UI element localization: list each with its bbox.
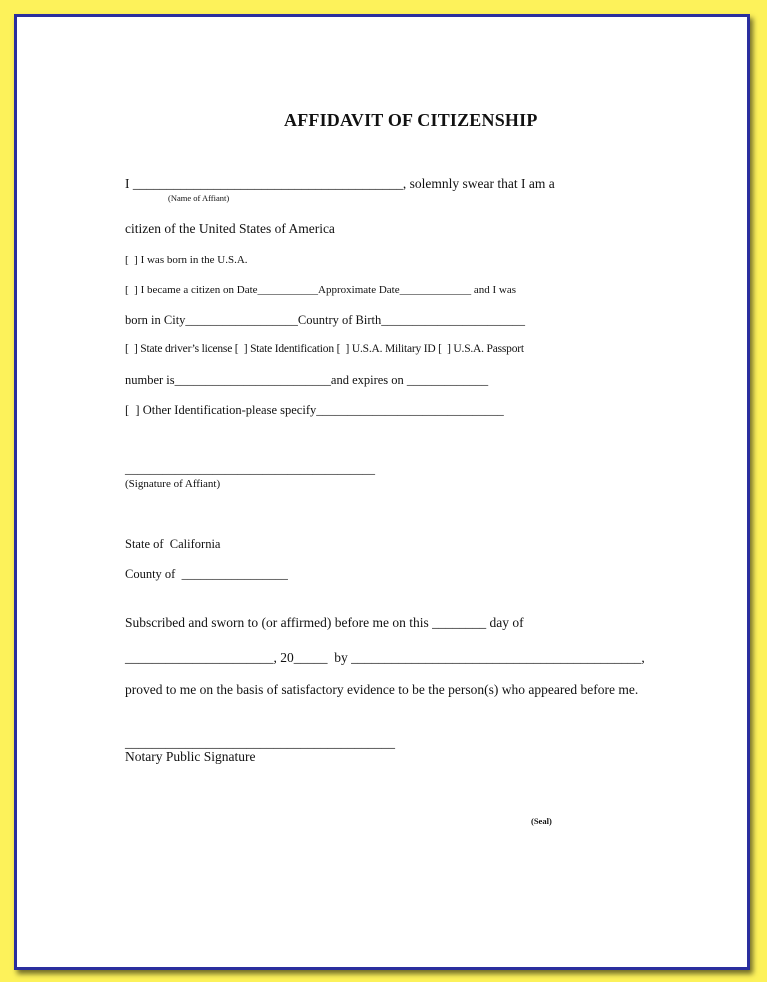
affidavit-page bbox=[14, 14, 750, 970]
citizen-line: citizen of the United States of America bbox=[125, 221, 335, 236]
born-in-usa-option: [ ] I was born in the U.S.A. bbox=[125, 254, 248, 266]
seal-label: (Seal) bbox=[531, 816, 552, 826]
born-in-city-line: born in City__________________Country of Birth_______________________ bbox=[125, 313, 525, 327]
date-and-by-line: ______________________, 20_____ by ___________________________________________, bbox=[125, 650, 645, 665]
subscribed-sworn-line: Subscribed and sworn to (or affirmed) before me on this ________ day of bbox=[125, 615, 524, 630]
identification-options: [ ] State driver’s license [ ] State Identification [ ] U.S.A. Military ID [ ] U.S.A. Passport bbox=[125, 343, 524, 355]
other-identification-option: [ ] Other Identification-please specify______________________________ bbox=[125, 403, 504, 417]
proved-evidence-line: proved to me on the basis of satisfactory evidence to be the person(s) who appeared before me. bbox=[125, 682, 639, 697]
state-line: State of California bbox=[125, 537, 221, 551]
signature-of-affiant-caption: (Signature of Affiant) bbox=[125, 478, 221, 490]
county-line: County of _________________ bbox=[125, 567, 288, 581]
affiant-signature-line: ________________________________________ bbox=[125, 462, 375, 476]
affiant-name-line: I ________________________________________, solemnly swear that I am a bbox=[125, 176, 555, 191]
notary-signature-line: ________________________________________ bbox=[125, 735, 395, 750]
document-title: AFFIDAVIT OF CITIZENSHIP bbox=[284, 110, 538, 130]
id-number-line: number is_________________________and expires on _____________ bbox=[125, 373, 489, 387]
became-citizen-option: [ ] I became a citizen on Date___________Approximate Date_____________ and I was bbox=[125, 284, 516, 296]
notary-public-signature-label: Notary Public Signature bbox=[125, 749, 256, 764]
name-of-affiant-caption: (Name of Affiant) bbox=[168, 193, 230, 203]
